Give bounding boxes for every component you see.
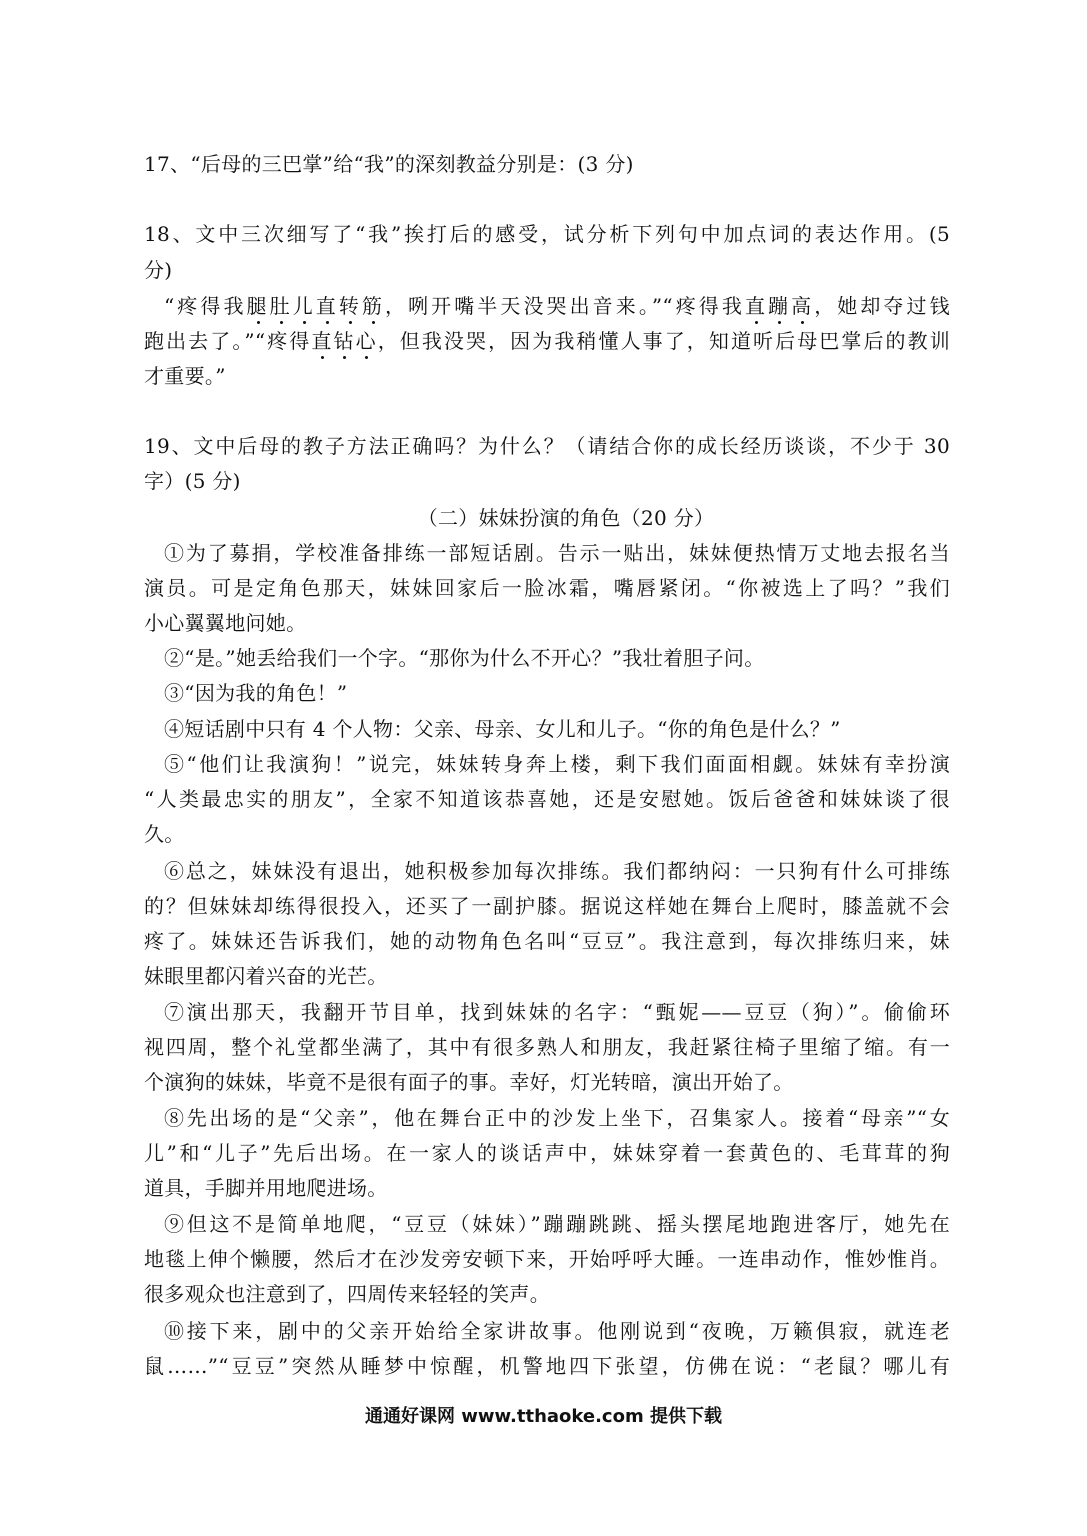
paragraph-line: 儿”和“儿子”先后出场。在一家人的谈话声中，妹妹穿着一套黄色的、毛茸茸的狗 <box>144 1141 950 1165</box>
paragraph-line: 久。 <box>144 822 185 846</box>
quote-text: ，咧开嘴半天没哭出音来。”“疼得我 <box>385 294 745 318</box>
paragraph-line: 妹眼里都闪着兴奋的光芒。 <box>144 964 388 988</box>
paragraph-line: 很多观众也注意到了，四周传来轻轻的笑声。 <box>144 1282 550 1306</box>
question-17: 17、“后母的三巴掌”给“我”的深刻教益分别是：(3 分) <box>144 152 634 176</box>
paragraph-line: 地毯上伸个懒腰，然后才在沙发旁安顿下来，开始呼呼大睡。一连串动作，惟妙惟肖。 <box>144 1247 950 1271</box>
paragraph-line: ⑨但这不是简单地爬，“豆豆（妹妹）”蹦蹦跳跳、摇头摆尾地跑进客厅，她先在 <box>164 1212 950 1236</box>
dotted-char: 转 <box>338 294 362 318</box>
paragraph-line: 鼠……”“豆豆”突然从睡梦中惊醒，机警地四下张望，仿佛在说：“老鼠？哪儿有 <box>144 1354 950 1378</box>
quote-text: ，但我没哭，因为我稍懂人事了，知道听后母巴掌后的教训 <box>377 329 950 353</box>
quote-line-3: 才重要。” <box>144 364 226 388</box>
question-19-line-1: 19、文中后母的教子方法正确吗？为什么？（请结合你的成长经历谈谈，不少于 30 <box>144 434 950 458</box>
quote-line-1 <box>164 291 950 321</box>
dotted-char: 高 <box>791 294 815 318</box>
dotted-char: 筋 <box>361 294 385 318</box>
paragraph-line: 疼了。妹妹还告诉我们，她的动物角色名叫“豆豆”。我注意到，每次排练归来，妹 <box>144 929 950 953</box>
dotted-char: 直 <box>311 329 334 353</box>
question-19-line-2: 字）(5 分) <box>144 469 241 493</box>
paragraph-line: ③“因为我的角色！” <box>164 681 348 705</box>
quote-line-2 <box>144 326 950 356</box>
paragraph-line: ⑤“他们让我演狗！”说完，妹妹转身奔上楼，剩下我们面面相觑。妹妹有幸扮演 <box>164 752 950 776</box>
paragraph-line: ⑧先出场的是“父亲”，他在舞台正中的沙发上坐下，召集家人。接着“母亲”“女 <box>164 1106 950 1130</box>
paragraph-line: ④短话剧中只有 4 个人物：父亲、母亲、女儿和儿子。“你的角色是什么？” <box>164 717 841 741</box>
question-18-line-1: 18、文中三次细写了“我”挨打后的感受，试分析下列句中加点词的表达作用。(5 <box>144 222 950 246</box>
paragraph-line: 视四周，整个礼堂都坐满了，其中有很多熟人和朋友，我赶紧往椅子里缩了缩。有一 <box>144 1035 950 1059</box>
paragraph-line: 的？但妹妹却练得很投入，还买了一副护膝。据说这样她在舞台上爬时，膝盖就不会 <box>144 894 950 918</box>
paragraph-line: ②“是。”她丢给我们一个字。“那你为什么不开心？”我壮着胆子问。 <box>164 646 765 670</box>
section-title: （二）妹妹扮演的角色（20 分） <box>417 506 715 530</box>
dotted-char: 钻 <box>333 329 356 353</box>
paragraph-line: ⑦演出那天，我翻开节目单，找到妹妹的名字：“甄妮——豆豆（狗）”。偷偷环 <box>164 1000 950 1024</box>
dotted-char: 直 <box>315 294 339 318</box>
paragraph-line: 演员。可是定角色那天，妹妹回家后一脸冰霜，嘴唇紧闭。“你被选上了吗？”我们 <box>144 576 950 600</box>
paragraph-line: ①为了募捐，学校准备排练一部短话剧。告示一贴出，妹妹便热情万丈地去报名当 <box>164 541 950 565</box>
paragraph-line: 道具，手脚并用地爬进场。 <box>144 1176 388 1200</box>
dotted-char: 肚 <box>269 294 293 318</box>
dotted-char: 心 <box>355 329 378 353</box>
dotted-char: 腿 <box>246 294 270 318</box>
dotted-char: 儿 <box>292 294 316 318</box>
paragraph-line: 个演狗的妹妹，毕竟不是很有面子的事。幸好，灯光转暗，演出开始了。 <box>144 1070 794 1094</box>
paragraph-line: ⑥总之，妹妹没有退出，她积极参加每次排练。我们都纳闷：一只狗有什么可排练 <box>164 859 950 883</box>
quote-text: ，她却夺过钱 <box>814 294 950 318</box>
dotted-char: 直 <box>744 294 769 318</box>
quote-text: “疼得我 <box>164 294 247 318</box>
quote-text: 跑出去了。”“疼得 <box>144 329 312 353</box>
dotted-char: 蹦 <box>768 294 792 318</box>
paragraph-line: ⑩接下来，剧中的父亲开始给全家讲故事。他刚说到“夜晚，万籁俱寂，就连老 <box>164 1319 950 1343</box>
footer-credit: 通通好课网 www.tthaoke.com 提供下载 <box>365 1406 722 1427</box>
paragraph-line: “人类最忠实的朋友”，全家不知道该恭喜她，还是安慰她。饭后爸爸和妹妹谈了很 <box>144 787 950 811</box>
paragraph-line: 小心翼翼地问她。 <box>144 611 307 635</box>
question-18-line-2: 分) <box>144 258 173 282</box>
